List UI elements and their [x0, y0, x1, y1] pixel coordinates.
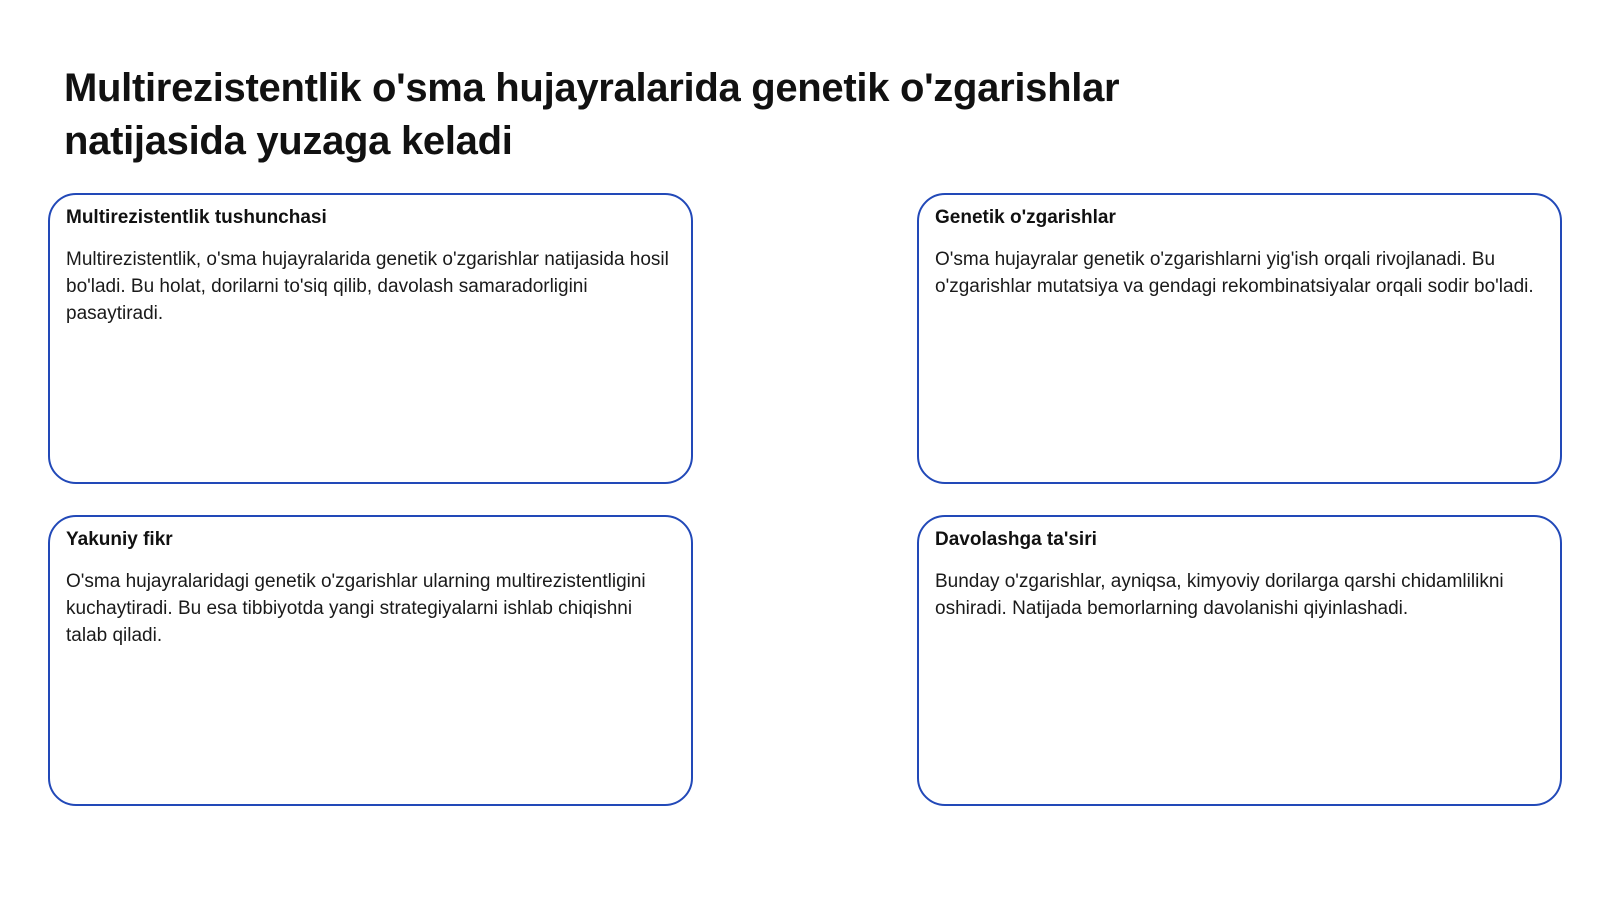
card-heading: Davolashga ta'siri: [935, 529, 1097, 550]
slide-title: Multirezistentlik o'sma hujayralarida genetik o'zgarishlar natijasida yuzaga keladi: [64, 66, 1120, 163]
card-heading: Genetik o'zgarishlar: [935, 207, 1116, 228]
card-body: O'sma hujayralar genetik o'zgarishlarni yig'ish orqali rivojlanadi. Bu o'zgarishlar mutatsiya va gendagi rekombinatsiyalar orqali sodir bo'ladi.: [935, 249, 1534, 297]
card-heading: Yakuniy fikr: [66, 529, 173, 550]
card-body: Bunday o'zgarishlar, ayniqsa, kimyoviy dorilarga qarshi chidamlilikni oshiradi. Natijada bemorlarning davolanishi qiyinlashadi.: [935, 571, 1504, 619]
card-davolashga-tasiri: [917, 515, 1562, 806]
card-body: Multirezistentlik, o'sma hujayralarida genetik o'zgarishlar natijasida hosil bo'ladi. Bu holat, dorilarni to'siq qilib, davolash samaradorligini pasaytiradi.: [66, 249, 669, 324]
card-yakuniy-fikr: [48, 515, 693, 806]
card-heading: Multirezistentlik tushunchasi: [66, 207, 327, 228]
card-genetik-ozgarishlar: [917, 193, 1562, 484]
card-multirezistentlik-tushunchasi: [48, 193, 693, 484]
card-body: O'sma hujayralaridagi genetik o'zgarishlar ularning multirezistentligini kuchaytiradi. Bu esa tibbiyotda yangi strategiyalarni ishlab chiqishni talab qiladi.: [66, 571, 646, 646]
